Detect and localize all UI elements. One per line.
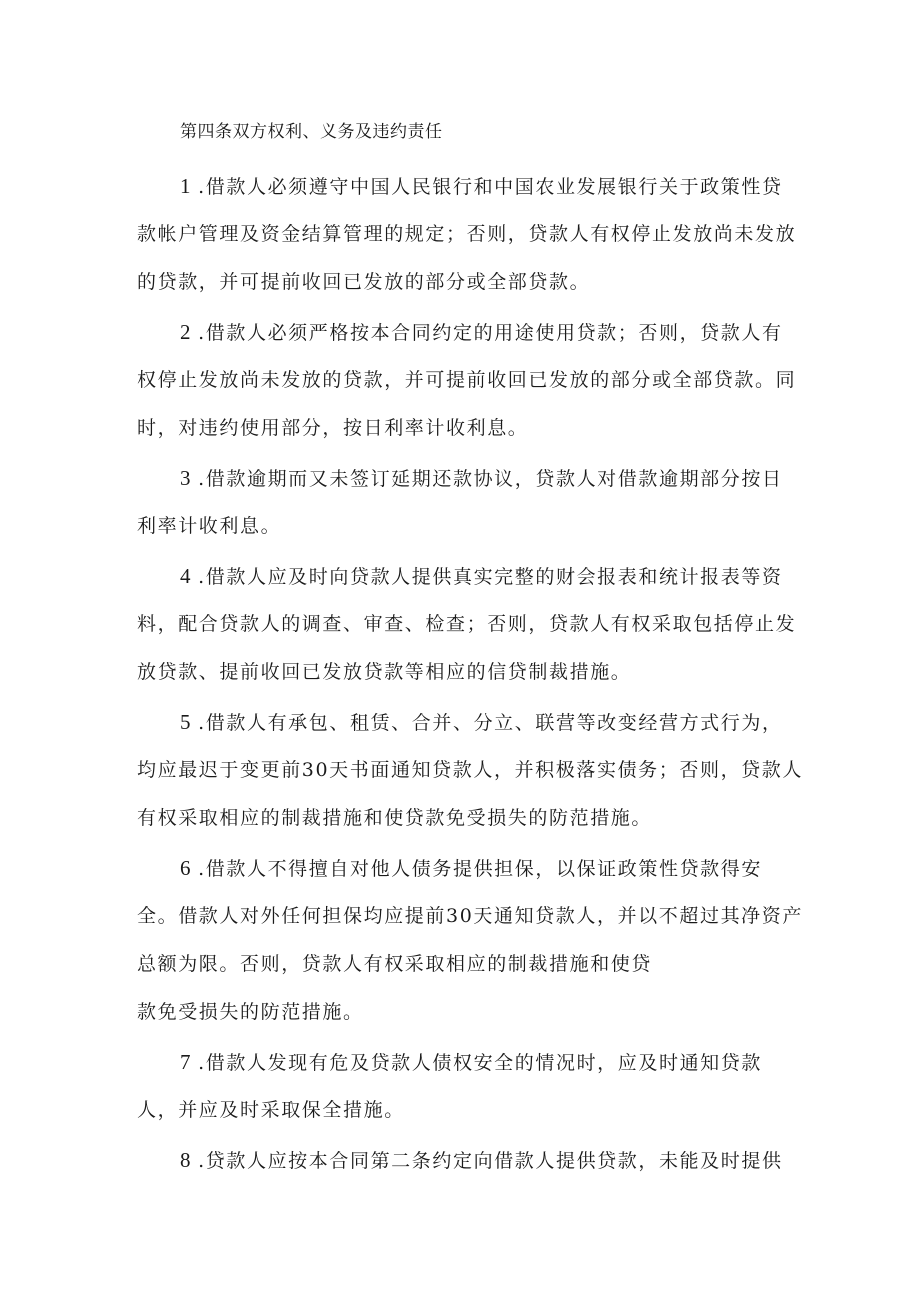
item-5-line-3: 有权采取相应的制裁措施和使贷款免受损失的防范措施。 — [137, 807, 653, 829]
item-6-line-4: 款免受损失的防范措施。 — [137, 1001, 364, 1023]
item-number: 3 — [180, 466, 191, 490]
item-5-line-2: 均应最迟于变更前30天书面通知贷款人，并积极落实债务；否则，贷款人 — [137, 759, 803, 781]
item-text: .借款人必须严格按本合同约定的用途使用贷款；否则，贷款人有 — [198, 322, 783, 344]
item-number: 4 — [180, 564, 191, 588]
item-5-line-1 — [180, 708, 783, 737]
item-text: .贷款人应按本合同第二条约定向借款人提供贷款，未能及时提供 — [198, 1150, 783, 1172]
item-4-line-1 — [180, 562, 783, 591]
item-number: 8 — [180, 1148, 191, 1172]
item-number: 5 — [180, 710, 191, 734]
item-3-line-1 — [180, 464, 783, 493]
item-2-line-3: 时，对违约使用部分，按日利率计收利息。 — [137, 417, 529, 439]
item-number: 2 — [180, 320, 191, 344]
item-1-line-1 — [180, 172, 783, 201]
item-text: .借款逾期而又未签订延期还款协议，贷款人对借款逾期部分按日 — [198, 468, 783, 490]
item-8-line-1 — [180, 1146, 783, 1175]
item-1-line-3: 的贷款，并可提前收回已发放的部分或全部贷款。 — [137, 271, 591, 293]
item-text: .借款人应及时向贷款人提供真实完整的财会报表和统计报表等资 — [198, 566, 783, 588]
item-text: .借款人发现有危及贷款人债权安全的情况时，应及时通知贷款 — [198, 1052, 762, 1074]
item-6-line-3: 总额为限。否则，贷款人有权采取相应的制裁措施和使贷 — [137, 953, 653, 975]
item-6-line-2: 全。借款人对外任何担保均应提前30天通知贷款人，并以不超过其净资产 — [137, 905, 803, 927]
item-7-line-1 — [180, 1048, 762, 1077]
item-4-line-3: 放贷款、提前收回已发放贷款等相应的信贷制裁措施。 — [137, 661, 632, 683]
item-text: .借款人必须遵守中国人民银行和中国农业发展银行关于政策性贷 — [198, 176, 783, 198]
item-7-line-2: 人，并应及时采取保全措施。 — [137, 1099, 405, 1121]
item-text: .借款人不得擅自对他人债务提供担保，以保证政策性贷款得安 — [198, 858, 762, 880]
item-1-line-2: 款帐户管理及资金结算管理的规定；否则，贷款人有权停止发放尚未发放 — [137, 223, 797, 245]
item-number: 7 — [180, 1050, 191, 1074]
item-3-line-2: 利率计收利息。 — [137, 515, 282, 537]
item-text: .借款人有承包、租赁、合并、分立、联营等改变经营方式行为， — [198, 712, 783, 734]
item-6-line-1 — [180, 854, 762, 883]
item-2-line-1 — [180, 318, 783, 347]
item-2-line-2: 权停止发放尚未发放的贷款，并可提前收回已发放的部分或全部贷款。同 — [137, 369, 797, 391]
item-number: 6 — [180, 856, 191, 880]
section-heading: 第四条双方权利、义务及违约责任 — [180, 122, 443, 142]
item-4-line-2: 料，配合贷款人的调查、审查、检查；否则，贷款人有权采取包括停止发 — [137, 613, 797, 635]
item-number: 1 — [180, 174, 191, 198]
